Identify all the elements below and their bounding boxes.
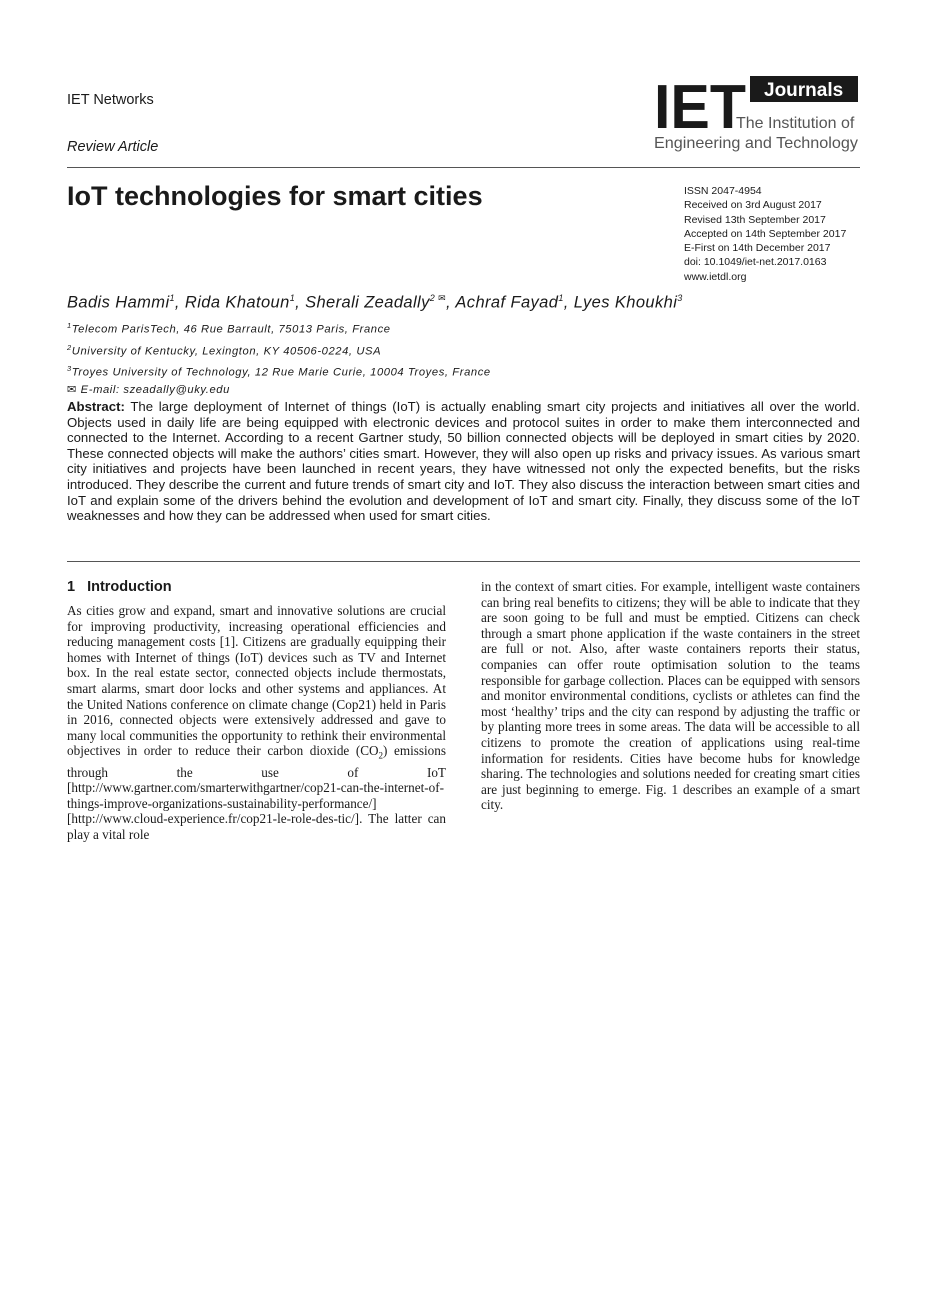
body-column-right: in the context of smart cities. For example, intelligent waste containers can bring real benefits to citizens; they will be able to indicate that they are soon going to be full and must be emptied. Citizens can check through a smart phone application if the waste containers in the street are full or not. Also, after waste containers reports their status, companies can offer route optimisation solution to the teams responsible for garbage collection. Places can be equipped with sensors and monitor environmental conditions, cyclists or athletes can find the most ‘healthy’ trips and the city can respond by adjusting the traffic or by planting more trees in some areas. The data will be accessible to all citizens to promote the creation of applications using real-time information for residents. Cities have become hubs for knowledge sharing. The technologies and solutions needed for creating smart cities are just beginning to emerge. Fig. 1 describes an example of a smart city. xyxy=(481,579,860,813)
author-name: Badis Hammi xyxy=(67,293,170,312)
revised-date: Revised 13th September 2017 xyxy=(684,213,826,226)
publication-info xyxy=(684,184,846,284)
author-list: Badis Hammi$^1$, Rida Khatoun$^1$, Sherali Zeadally$^{2 ✉}$, Achraf Fayad$^1$, Lyes Khoukhi$^3$ xyxy=(67,293,683,312)
affiliations xyxy=(67,317,491,399)
abstract-label: Abstract: xyxy=(67,399,125,414)
affiliation-item: $^2$University of Kentucky, Lexington, KY 40506-0224, USA xyxy=(67,342,382,358)
article-title: IoT technologies for smart cities xyxy=(67,181,483,211)
author-affiliation-mark: 3 xyxy=(677,293,683,303)
author-affiliation-mark: 1 xyxy=(169,293,175,303)
iet-journals-logo xyxy=(654,76,862,154)
author-name: Achraf Fayad xyxy=(455,293,559,312)
author-name: Sherali Zeadally xyxy=(305,293,430,312)
author-affiliation-mark: 1 xyxy=(558,293,564,303)
affiliation-item: $^3$Troyes University of Technology, 12 Rue Marie Curie, 10004 Troyes, France xyxy=(67,364,491,380)
journal-name: IET Networks xyxy=(67,92,154,108)
article-type: Review Article xyxy=(67,139,159,155)
section-title: Introduction xyxy=(87,579,172,595)
affiliation-item: $^1$Telecom ParisTech, 46 Rue Barrault, 75013 Paris, France xyxy=(67,321,391,336)
issn: ISSN 2047-4954 xyxy=(684,185,762,197)
accepted-date: Accepted on 14th September 2017 xyxy=(684,227,847,240)
section-number: 1 xyxy=(67,579,76,595)
journal-url[interactable]: www.ietdl.org xyxy=(684,270,747,283)
received-date: Received on 3rd August 2017 xyxy=(684,199,822,212)
logo-line1: The Institution of xyxy=(736,115,855,132)
section-rule xyxy=(67,561,860,562)
author-affiliation-mark: 2 ✉ xyxy=(429,293,447,303)
logo-line2: Engineering and Technology xyxy=(654,135,858,152)
section-heading xyxy=(67,579,172,595)
body-column-left: As cities grow and expand, smart and innovative solutions are crucial for improving productivity, increasing operational efficiencies and reducing management costs [1]. Citizens are gradually equipping their homes with Internet of things (IoT) devices such as TV and Internet box. In the real estate sector, connected objects include thermostats, smart alarms, smart door locks and other systems and appliances. At the United Nations conference on climate change (Cop21) held in Paris in 2016, connected objects were extensively addressed and gave to many local communities the opportunity to rethink their environmental objectives in order to reduce their carbon dioxide $(CO_2)$ emissions through the use of IoT [http://www.gartner.com/smarterwithgartner/cop21-can-the-internet-of-things-improve-organizations-sustainability-performance/] [http://www.cloud-experience.fr/cop21-le-role-des-tic/]. The latter can play a vital role xyxy=(67,603,446,842)
logo-mark: IET xyxy=(654,76,747,142)
author-name: Lyes Khoukhi xyxy=(573,293,678,312)
efirst-date: E-First on 14th December 2017 xyxy=(684,242,831,255)
abstract-text: The large deployment of Internet of things (IoT) is actually enabling smart city projects and initiatives all over the world. Objects used in daily life are being equipped with electronic devices and protocol suites in order to make them interconnected and connected to the Internet. According to a recent Gartner study, 50 billion connected objects will be deployed in smart cities by 2020. These connected objects will make the authors’ cities smart. However, they will also open up risks and privacy issues. As various smart city initiatives and projects have been launched in recent years, they have witnessed not only the expected benefits, but the risks introduced. They describe the current and future trends of smart city and IoT. They also discuss the interaction between smart cities and IoT and explain some of the drivers behind the evolution and development of IoT and smart city. Finally, they discuss some of the IoT weaknesses and how they can be addressed when used for smart cities. xyxy=(67,399,860,524)
author-affiliation-mark: 1 xyxy=(289,293,296,303)
corresponding-email[interactable]: ✉ E-mail: szeadally@uky.edu xyxy=(67,384,230,397)
logo-banner-text: Journals xyxy=(764,80,844,101)
header-rule xyxy=(67,167,860,168)
author-name: Rida Khatoun xyxy=(184,293,290,312)
abstract xyxy=(67,399,860,524)
doi[interactable]: doi: 10.1049/iet-net.2017.0163 xyxy=(684,256,827,269)
